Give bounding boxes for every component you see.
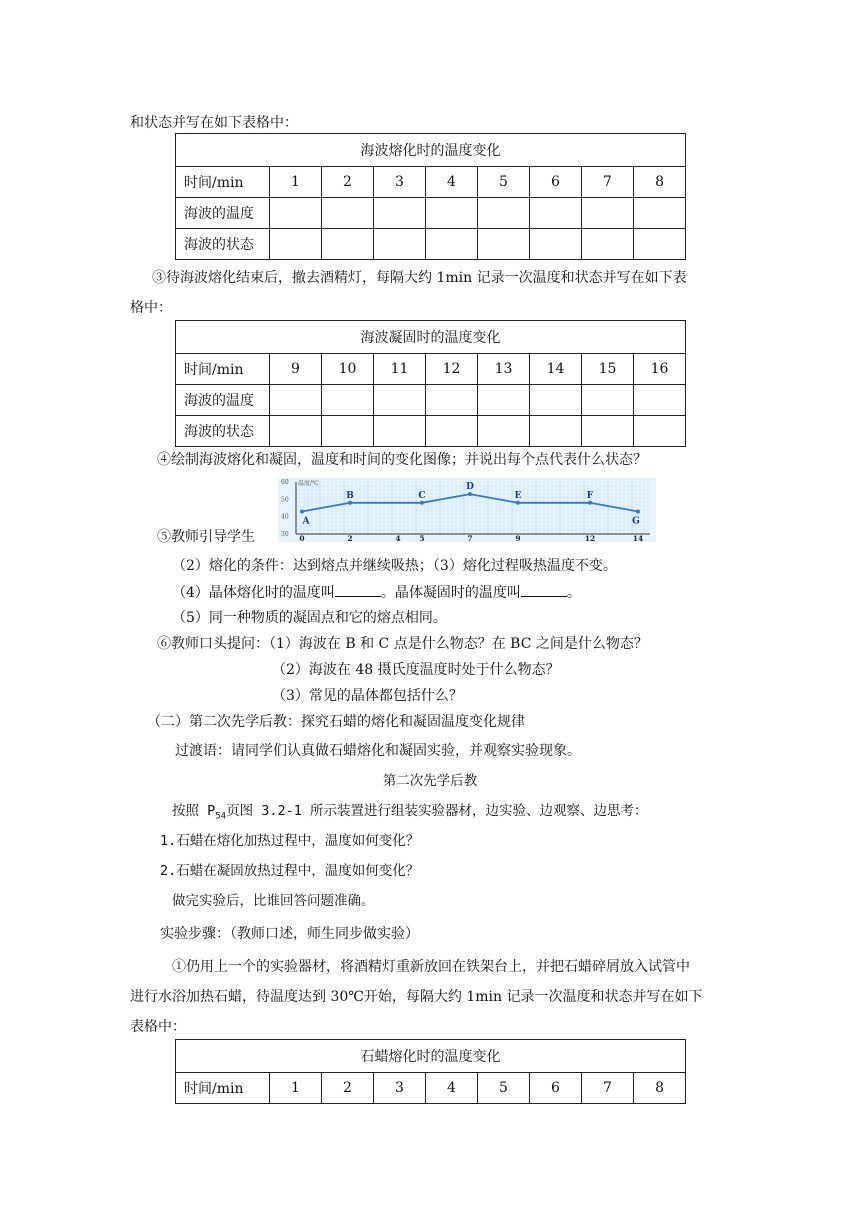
blank-melting-point <box>335 582 381 597</box>
state-label: 海波的状态 <box>176 229 270 260</box>
empty-cell <box>322 198 374 229</box>
time-cell: 4 <box>426 167 478 198</box>
data-point <box>300 509 304 513</box>
table-title: 石蜡熔化时的温度变化 <box>176 1040 686 1073</box>
data-point <box>348 501 352 505</box>
time-cell: 7 <box>582 1073 634 1104</box>
empty-cell <box>530 416 582 447</box>
time-cell: 12 <box>426 354 478 385</box>
time-cell: 14 <box>530 354 582 385</box>
point-label: E <box>514 490 522 501</box>
y-tick-label: 40 <box>281 513 289 521</box>
point4-c: 。 <box>566 585 581 601</box>
empty-cell <box>634 385 686 416</box>
time-label: 时间/min <box>176 167 270 198</box>
table-row <box>176 229 686 260</box>
time-cell: 6 <box>530 167 582 198</box>
time-cell: 2 <box>322 1073 374 1104</box>
time-cell: 6 <box>530 1073 582 1104</box>
question-2: （2）海波在 48 摄氏度温度时处于什么物态？ <box>272 662 560 678</box>
empty-cell <box>530 229 582 260</box>
empty-cell <box>530 385 582 416</box>
page-subscript: 54 <box>215 811 227 822</box>
empty-cell <box>426 416 478 447</box>
table-row <box>176 416 686 447</box>
time-cell: 9 <box>270 354 322 385</box>
empty-cell <box>322 416 374 447</box>
question-intro: ⑥教师口头提问：（1）海波在 B 和 C 点是什么物态？在 BC 之间是什么物态？ <box>157 636 648 652</box>
time-cell: 3 <box>374 1073 426 1104</box>
question-3: （3）常见的晶体都包括什么？ <box>272 688 463 704</box>
time-cell: 2 <box>322 167 374 198</box>
point4-b: 。晶体凝固时的温度叫 <box>380 585 521 601</box>
point-label: G <box>632 516 640 527</box>
empty-cell <box>322 229 374 260</box>
x-tick-label: 12 <box>584 534 596 542</box>
time-cell: 7 <box>582 167 634 198</box>
transition-line: 过渡语：请同学们认真做石蜡熔化和凝固实验，并观察实验现象。 <box>175 743 581 759</box>
empty-cell <box>478 229 530 260</box>
time-cell: 1 <box>270 167 322 198</box>
instruction-line <box>172 801 648 827</box>
empty-cell <box>374 416 426 447</box>
section2-heading: （二）第二次先学后教：探究石蜡的熔化和凝固温度变化规律 <box>147 714 525 730</box>
empty-cell <box>270 416 322 447</box>
empty-cell <box>322 385 374 416</box>
empty-cell <box>634 416 686 447</box>
empty-cell <box>634 198 686 229</box>
data-point <box>636 509 640 513</box>
empty-cell <box>426 229 478 260</box>
compare-line: 做完实验后，比谁回答问题准确。 <box>172 893 375 909</box>
step4-line: ④绘制海波熔化和凝固，温度和时间的变化图像；并说出每个点代表什么状态？ <box>157 452 647 468</box>
state-label: 海波的状态 <box>176 416 270 447</box>
wax-step1-line3: 表格中： <box>130 1019 186 1035</box>
temperature-time-chart <box>278 478 656 542</box>
table-title: 海波熔化时的温度变化 <box>176 134 686 167</box>
table-wax-melting <box>175 1039 686 1104</box>
empty-cell <box>270 385 322 416</box>
table-title: 海波凝固时的温度变化 <box>176 321 686 354</box>
empty-cell <box>374 385 426 416</box>
point-label: C <box>418 490 426 501</box>
data-point <box>468 492 472 496</box>
empty-cell <box>374 229 426 260</box>
time-cell: 8 <box>634 167 686 198</box>
point4 <box>172 582 581 603</box>
data-point <box>516 501 520 505</box>
time-label: 时间/min <box>176 1073 270 1104</box>
time-cell: 11 <box>374 354 426 385</box>
empty-cell <box>582 385 634 416</box>
x-tick-label: 9 <box>515 534 521 542</box>
time-cell: 16 <box>634 354 686 385</box>
y-axis-label: 温度/℃ <box>298 480 319 487</box>
time-cell: 15 <box>582 354 634 385</box>
x-tick-label: 5 <box>419 534 425 542</box>
instruct-b: 页图 3.2-1 所示装置进行组装实验器材，边实验、边观察、边思考： <box>226 803 648 819</box>
empty-cell <box>530 198 582 229</box>
x-tick-label: 2 <box>347 534 353 542</box>
table-haibo-solidifying <box>175 320 686 447</box>
empty-cell <box>426 198 478 229</box>
time-label: 时间/min <box>176 354 270 385</box>
table-row <box>176 167 686 198</box>
time-cell: 5 <box>478 167 530 198</box>
y-tick-label: 30 <box>281 531 289 538</box>
wax-step1-line1: ①仍用上一个的实验器材，将酒精灯重新放回在铁架台上，并把石蜡碎屑放入试管中 <box>172 959 690 975</box>
second-title: 第二次先学后教 <box>382 773 478 789</box>
point-label: F <box>586 490 594 501</box>
table-haibo-melting <box>175 133 686 260</box>
x-tick-label: 0 <box>299 534 305 542</box>
time-cell: 4 <box>426 1073 478 1104</box>
empty-cell <box>478 385 530 416</box>
data-point <box>420 501 424 505</box>
point-label: A <box>302 516 310 527</box>
point5: （5）同一种物质的凝固点和它的熔点相同。 <box>172 610 447 626</box>
x-ticks <box>299 534 643 542</box>
time-cell: 5 <box>478 1073 530 1104</box>
time-cell: 13 <box>478 354 530 385</box>
instruct-a: 按照 P <box>172 803 216 819</box>
temp-label: 海波的温度 <box>176 198 270 229</box>
empty-cell <box>634 229 686 260</box>
empty-cell <box>270 198 322 229</box>
empty-cell <box>582 229 634 260</box>
wax-question-1: 1.石蜡在熔化加热过程中，温度如何变化？ <box>160 833 420 849</box>
time-cell: 8 <box>634 1073 686 1104</box>
steps-heading: 实验步骤：（教师口述，师生同步做实验） <box>160 926 419 942</box>
point-label: D <box>466 482 474 493</box>
data-point <box>588 501 592 505</box>
point2-3: （2）熔化的条件：达到熔点并继续吸热；（3）熔化过程吸热温度不变。 <box>172 558 617 574</box>
step5-line: ⑤教师引导学生 <box>157 529 255 545</box>
blank-freezing-point <box>521 582 567 597</box>
table-row <box>176 385 686 416</box>
x-tick-label: 7 <box>467 534 473 542</box>
temp-label: 海波的温度 <box>176 385 270 416</box>
empty-cell <box>374 198 426 229</box>
table-row <box>176 354 686 385</box>
y-tick-label: 50 <box>281 496 289 504</box>
empty-cell <box>582 416 634 447</box>
time-cell: 1 <box>270 1073 322 1104</box>
intro-line: 和状态并写在如下表格中： <box>130 115 298 131</box>
step3-line2: 格中： <box>130 300 172 316</box>
step3-line1: ③待海波熔化结束后，撤去酒精灯，每隔大约 1min 记录一次温度和状态并写在如下表 <box>152 270 687 286</box>
table-row <box>176 1073 686 1104</box>
x-tick-label: 4 <box>395 534 401 542</box>
wax-step1-line2: 进行水浴加热石蜡，待温度达到 30℃开始，每隔大约 1min 记录一次温度和状态并写在如下 <box>130 989 703 1005</box>
x-tick-label: 14 <box>632 534 644 542</box>
empty-cell <box>270 229 322 260</box>
time-cell: 3 <box>374 167 426 198</box>
empty-cell <box>478 198 530 229</box>
wax-question-2: 2.石蜡在凝固放热过程中，温度如何变化？ <box>160 863 420 879</box>
empty-cell <box>426 385 478 416</box>
table-row <box>176 198 686 229</box>
y-tick-label: 60 <box>281 479 289 486</box>
point4-a: （4）晶体熔化时的温度叫 <box>172 585 335 601</box>
point-label: B <box>346 490 354 501</box>
empty-cell <box>582 198 634 229</box>
empty-cell <box>478 416 530 447</box>
time-cell: 10 <box>322 354 374 385</box>
